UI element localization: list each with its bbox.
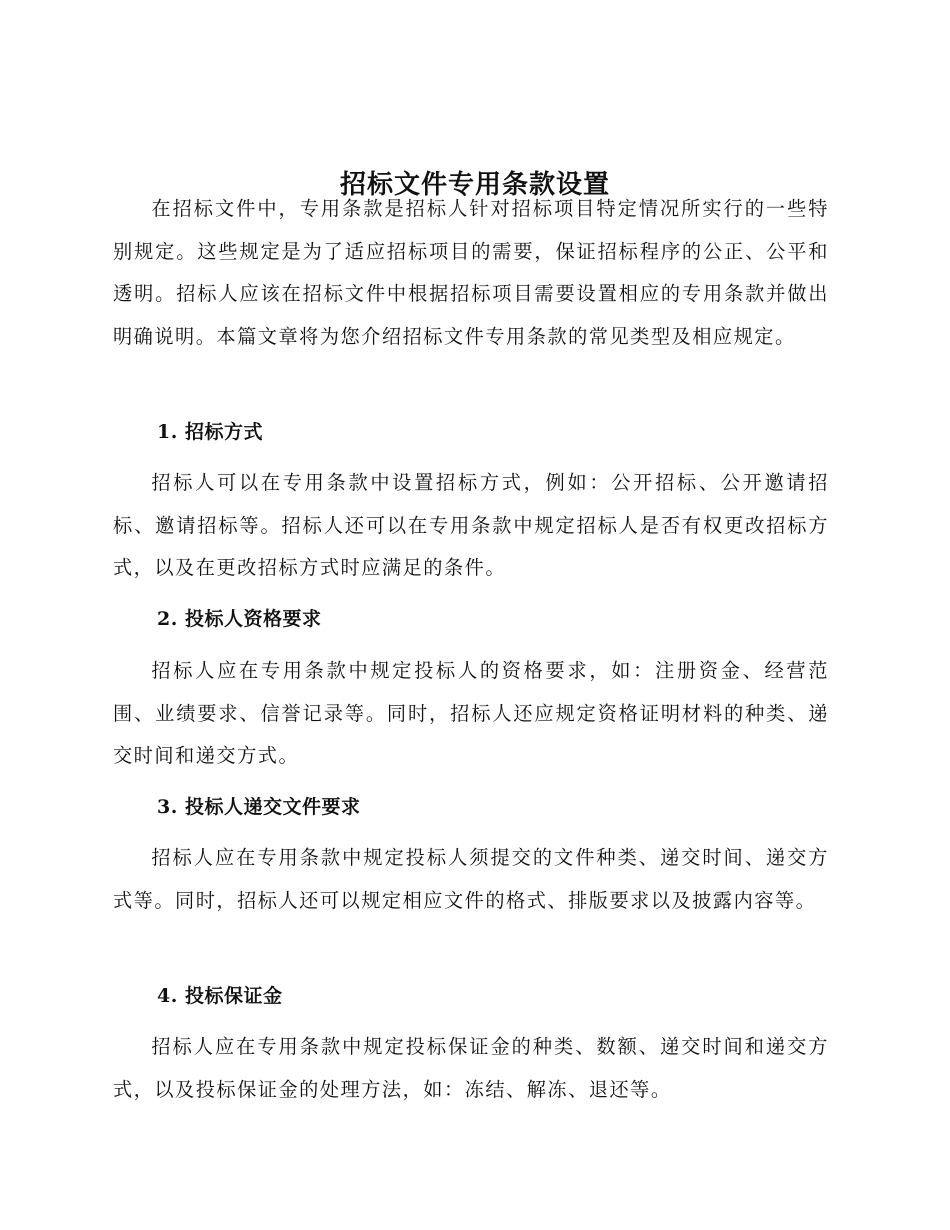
intro-paragraph: 在招标文件中，专用条款是招标人针对招标项目特定情况所实行的一些特别规定。这些规定是为了适应招标项目的需要，保证招标程序的公正、公平和透明。招标人应该在招标文件中根据招标项目需要设置相应的专用条款并做出明确说明。本篇文章将为您介绍招标文件专用条款的常见类型及相应规定。 (113, 197, 829, 348)
document-title: 招标文件专用条款设置 (339, 170, 610, 201)
section-body-2: 招标人应在专用条款中规定投标人的资格要求，如：注册资金、经营范围、业绩要求、信誉记录等。同时，招标人还应规定资格证明材料的种类、递交时间和递交方式。 (113, 659, 829, 767)
section-heading-2: 2. 投标人资格要求 (157, 608, 322, 630)
section-heading-3: 3. 投标人递交文件要求 (157, 796, 361, 818)
section-heading-1: 1. 招标方式 (157, 421, 263, 443)
section-body-4: 招标人应在专用条款中规定投标保证金的种类、数额、递交时间和递交方式，以及投标保证金的处理方法，如：冻结、解冻、退还等。 (113, 1035, 829, 1101)
section-heading-4: 4. 投标保证金 (157, 985, 283, 1007)
section-body-3: 招标人应在专用条款中规定投标人须提交的文件种类、递交时间、递交方式等。同时，招标人还可以规定相应文件的格式、排版要求以及披露内容等。 (113, 846, 829, 912)
section-body-1: 招标人可以在专用条款中设置招标方式，例如：公开招标、公开邀请招标、邀请招标等。招标人还可以在专用条款中规定招标人是否有权更改招标方式，以及在更改招标方式时应满足的条件。 (113, 471, 829, 579)
